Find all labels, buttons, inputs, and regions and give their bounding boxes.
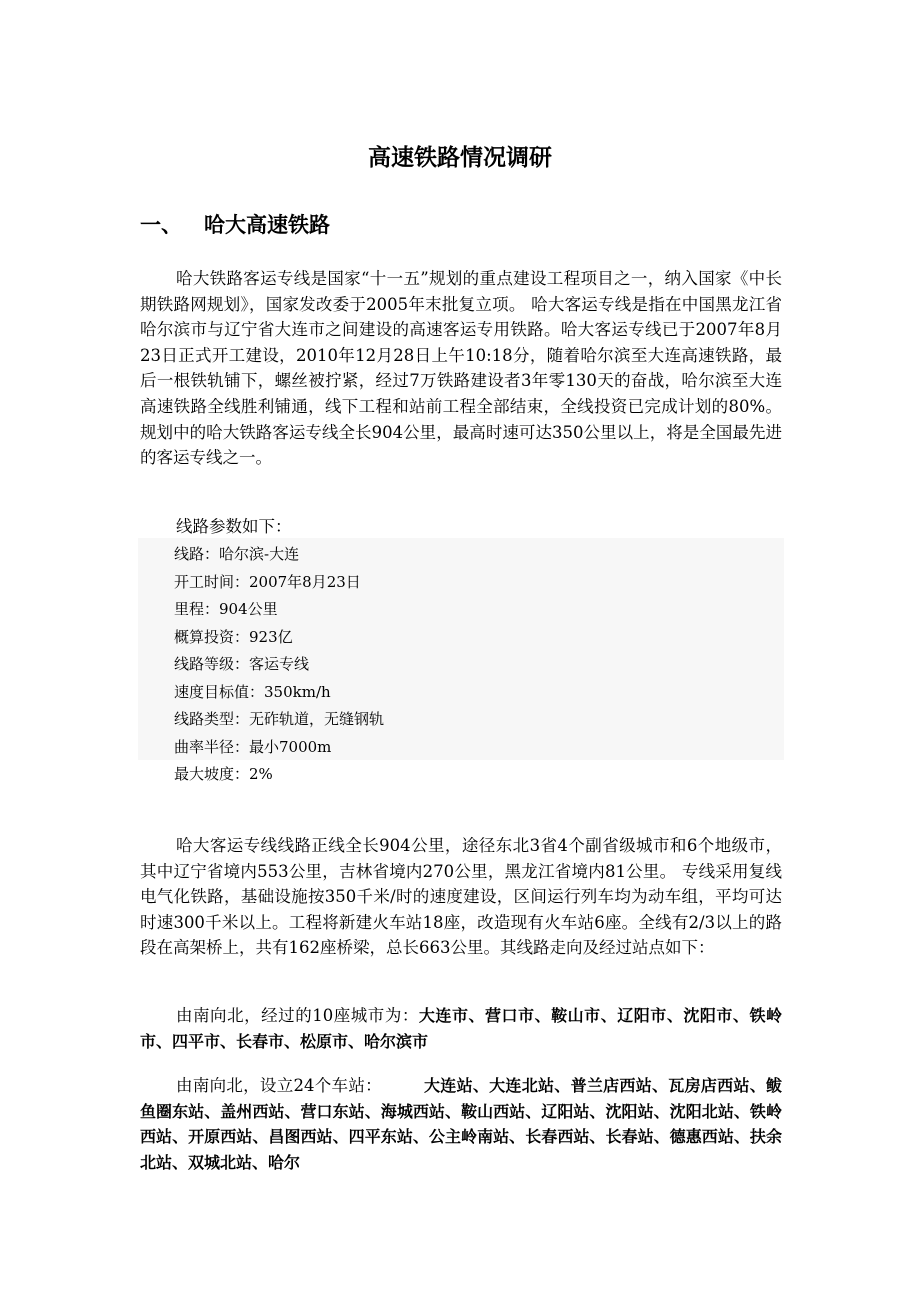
- param-item: 开工时间：2007年8月23日: [174, 572, 361, 591]
- document-title: 高速铁路情况调研: [368, 145, 552, 171]
- intro-paragraph: 哈大铁路客运专线是国家“十一五”规划的重点建设工程项目之一，纳入国家《中长期铁路网规划》，国家发改委于2005年末批复立项。 哈大客运专线是指在中国黑龙江省哈尔滨市与辽宁省大连市之间建设的高速客运专用铁路。哈大客运专线已于2007年8月23日正式开工建设，2010年12月28日上午10:18分，随着哈尔滨至大连高速铁路，最后一根铁轨铺下，螺丝被拧紧，经过7万铁路建设者3年零130天的奋战，哈尔滨至大连高速铁路全线胜利铺通，线下工程和站前工程全部结束，全线投资已完成计划的80%。规划中的哈大铁路客运专线全长904公里，最高时速可达350公里以上，将是全国最先进的客运专线之一。: [140, 269, 782, 468]
- stations-paragraph: [140, 1073, 782, 1175]
- param-item: 最大坡度：2%: [174, 765, 273, 783]
- route-paragraph: 哈大客运专线线路正线全长904公里，途径东北3省4个副省级城市和6个地级市，其中辽宁省境内553公里，吉林省境内270公里，黑龙江省境内81公里。 专线采用复线电气化铁路，基础设施按350千米/时的速度建设，区间运行列车均为动车组，平均可达时速300千米以上。工程将新建火车站18座，改造现有火车站6座。全线有2/3以上的路段在高架桥上，共有162座桥梁，总长663公里。其线路走向及经过站点如下：: [140, 836, 782, 958]
- param-item: 线路类型：无砟轨道，无缝钢轨: [174, 710, 385, 728]
- param-item: 线路：哈尔滨-大连: [174, 545, 300, 563]
- cities-list: 大连市、营口市、鞍山市、辽阳市、沈阳市、铁岭市、四平市、长春市、松原市、哈尔滨市: [140, 1006, 782, 1051]
- param-item: 速度目标值：350km/h: [174, 682, 331, 701]
- param-item: 线路等级：客运专线: [174, 655, 310, 673]
- params-intro: 线路参数如下：: [176, 517, 292, 536]
- section-number: 一、: [140, 213, 182, 237]
- param-item: 里程：904公里: [174, 600, 278, 618]
- section-heading: [140, 211, 330, 239]
- section-title: 哈大高速铁路: [204, 213, 330, 237]
- stations-list: 大连站、大连北站、普兰店西站、瓦房店西站、鲅鱼圈东站、盖州西站、营口东站、海城西站、鞍山西站、辽阳站、沈阳站、沈阳北站、铁岭西站、开原西站、昌图西站、四平东站、公主岭南站、长春西站、长春站、德惠西站、扶余北站、双城北站、哈尔: [140, 1076, 782, 1172]
- param-item: 概算投资：923亿: [174, 627, 293, 646]
- param-item: 曲率半径：最小7000m: [174, 737, 332, 756]
- params-list: [174, 541, 384, 789]
- cities-lead: 由南向北，经过的10座城市为：: [176, 1006, 419, 1025]
- stations-lead: 由南向北，设立24个车站：: [176, 1076, 425, 1095]
- cities-paragraph: [140, 1003, 782, 1054]
